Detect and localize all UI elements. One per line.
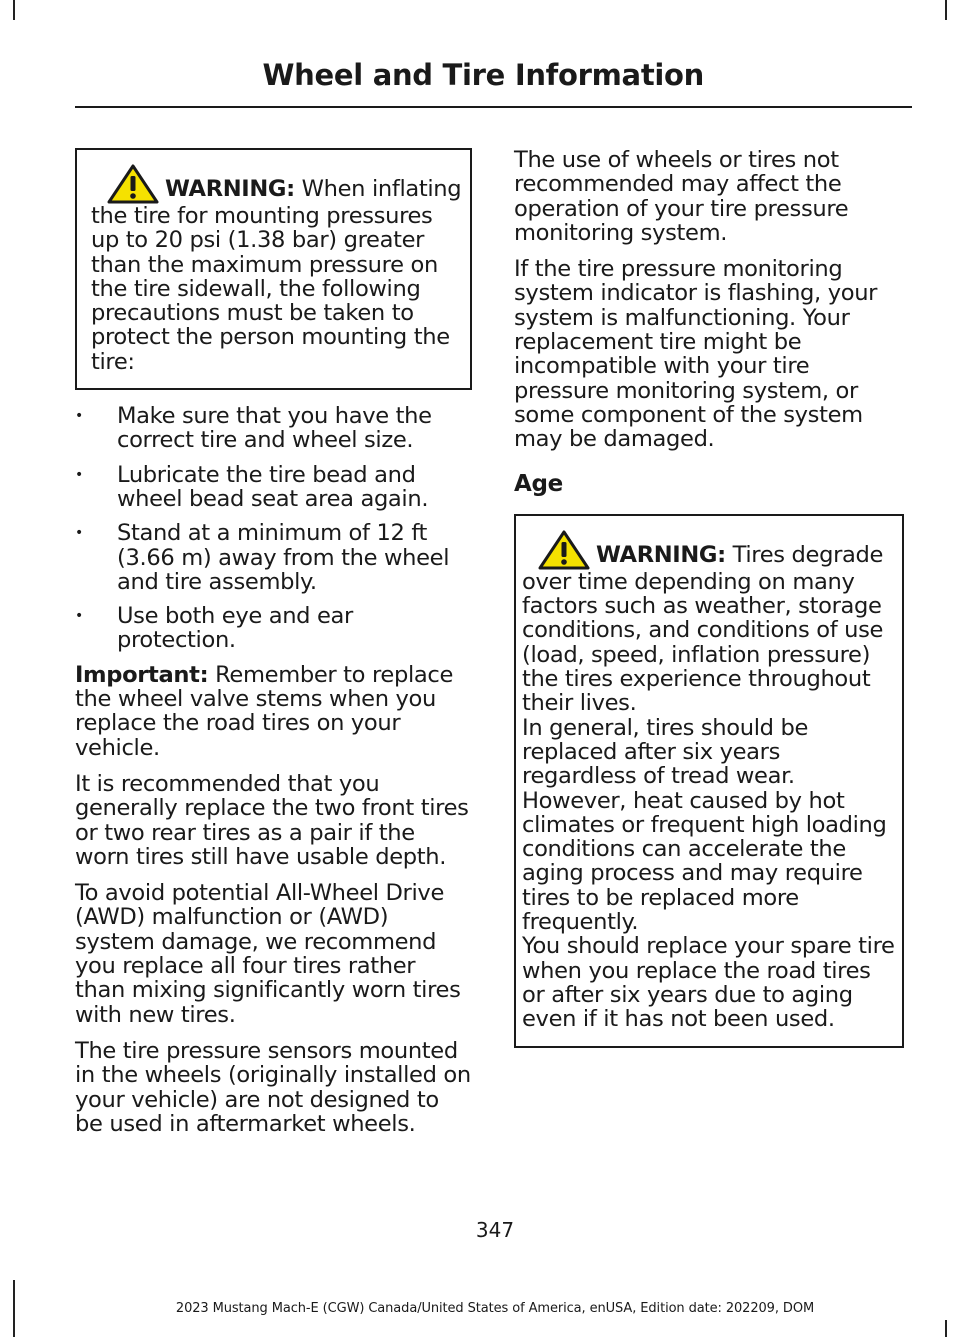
warning-paragraph <box>91 164 462 374</box>
crop-mark <box>945 1320 947 1337</box>
list-item: • Use both eye and ear protection. <box>75 604 472 653</box>
important-text: Remember to replace the wheel valve stems when you replace the road tires on your vehicle. <box>75 661 454 761</box>
list-item: • Lubricate the tire bead and wheel bead seat area again. <box>75 463 472 512</box>
header-rule <box>75 106 912 108</box>
warning-box <box>75 148 472 390</box>
crop-mark <box>945 0 947 20</box>
warning-text: Tires degrade over time depending on many factors such as weather, storage conditions, and conditions of use (load, speed, inflation pressure) the tires experience throughout their lives. <box>522 541 884 717</box>
paragraph: It is recommended that you generally replace the two front tires or two rear tires as a pair if the worn tires still have usable depth. <box>75 770 469 870</box>
warning-paragraph: In general, tires should be replaced after six years regardless of tread wear. However, heat caused by hot climates or frequent high loading conditions can accelerate the aging process and may require tires to be replaced more frequently. <box>522 714 887 936</box>
list-item: • Make sure that you have the correct tire and wheel size. <box>75 404 472 453</box>
right-column <box>514 148 904 1048</box>
page-number: 347 <box>475 1218 515 1242</box>
left-column <box>75 148 472 1148</box>
warning-triangle-icon <box>107 164 159 204</box>
paragraph: The use of wheels or tires not recommended may affect the operation of your tire pressure monitoring system. <box>514 147 849 246</box>
list-item: • Stand at a minimum of 12 ft (3.66 m) away from the wheel and tire assembly. <box>75 521 472 594</box>
warning-label: WARNING: <box>165 176 295 202</box>
footer: 2023 Mustang Mach-E (CGW) Canada/United States of America, enUSA, Edition date: 202209, DOM <box>175 1301 815 1316</box>
warning-box <box>514 514 904 1048</box>
warning-paragraph: You should replace your spare tire when you replace the road tires or after six years due to aging even if it has not been used. <box>522 933 895 1033</box>
warning-triangle-icon <box>538 530 590 570</box>
precautions-list <box>75 404 472 653</box>
paragraph: To avoid potential All-Wheel Drive (AWD) malfunction or (AWD) system damage, we recommend you replace all four tires rather than mixing significantly worn tires with new tires. <box>75 880 461 1028</box>
important-label: Important: <box>75 661 209 688</box>
paragraph: If the tire pressure monitoring system indicator is flashing, your system is malfunctioning. Your replacement tire might be incompatible with your tire pressure monitoring system, or some component of the system may be damaged. <box>514 256 878 453</box>
warning-paragraph <box>522 530 896 716</box>
crop-mark <box>13 0 15 20</box>
section-heading: Age <box>514 470 563 497</box>
warning-label: WARNING: <box>596 541 726 568</box>
page-title: Wheel and Tire Information <box>262 58 704 92</box>
warning-text: When inflating the tire for mounting pressures up to 20 psi (1.38 bar) greater than the maximum pressure on the tire sidewall, the following precautions must be taken to protect the person mounting the tire: <box>91 176 462 375</box>
important-paragraph <box>75 663 472 760</box>
paragraph: The tire pressure sensors mounted in the wheels (originally installed on your vehicle) are not designed to be used in aftermarket wheels. <box>75 1037 471 1137</box>
